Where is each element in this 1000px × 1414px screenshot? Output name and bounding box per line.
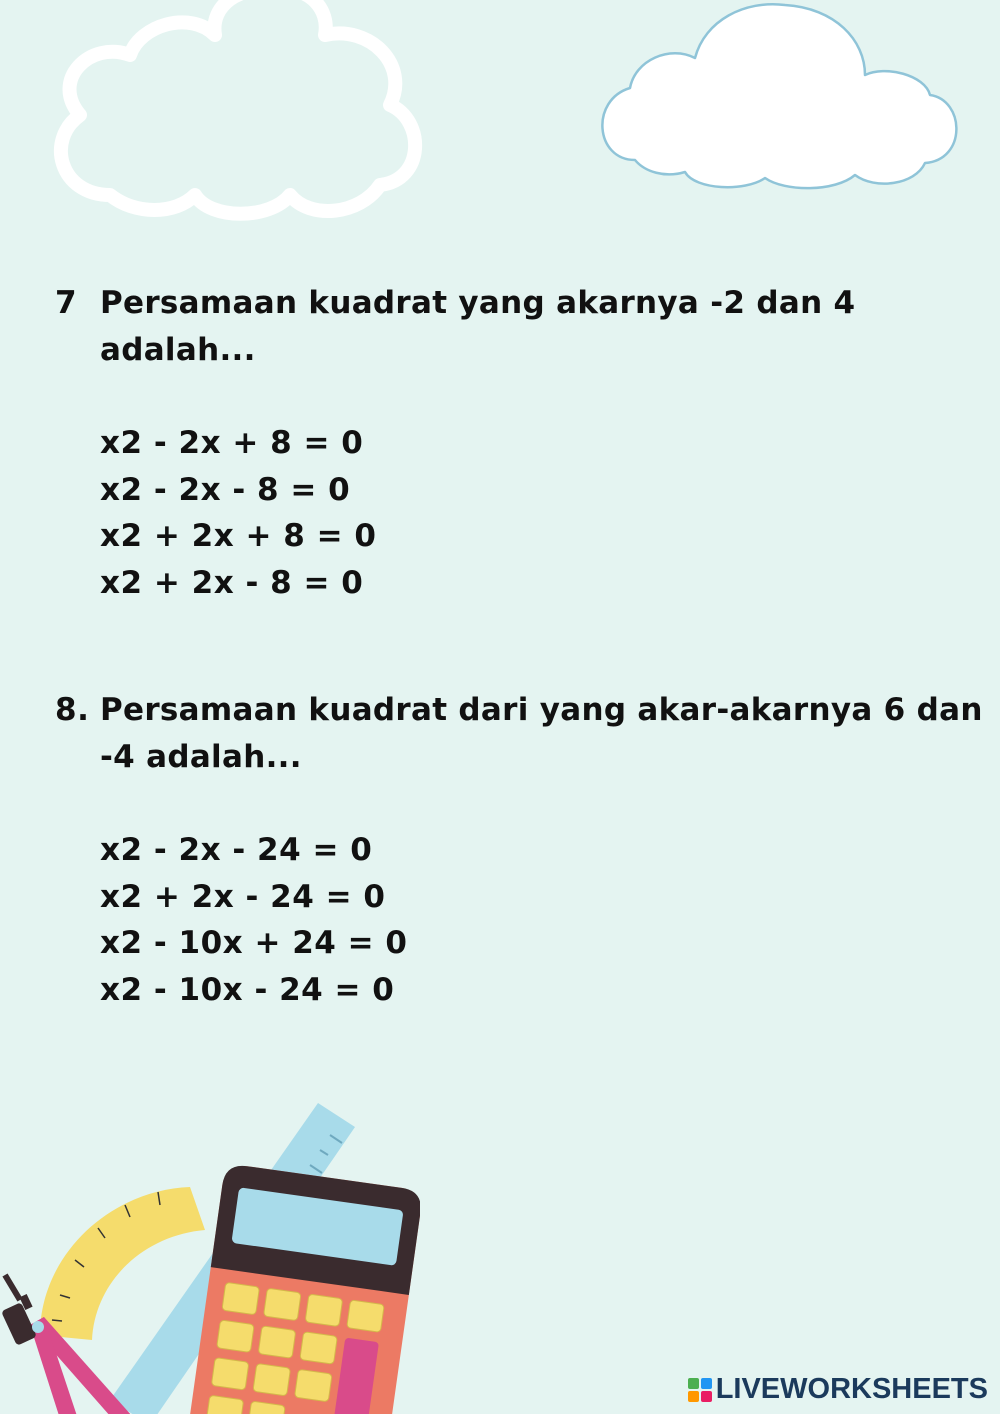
- cloud-right-icon: [595, 0, 965, 195]
- answer-options: [100, 420, 995, 606]
- math-tools-illustration: [0, 1095, 420, 1414]
- answer-option[interactable]: x2 - 2x + 8 = 0: [100, 425, 364, 461]
- answer-option[interactable]: x2 + 2x - 24 = 0: [100, 878, 386, 915]
- answer-options: [100, 827, 995, 1013]
- question-text: Persamaan kuadrat dari yang akar-akarnya 6 dan -4 adalah...: [100, 692, 983, 775]
- answer-option[interactable]: x2 - 10x + 24 = 0: [100, 925, 408, 961]
- question-7: [55, 280, 995, 606]
- answer-option[interactable]: x2 - 10x - 24 = 0: [100, 971, 395, 1008]
- question-8: [55, 687, 995, 1013]
- answer-option[interactable]: x2 - 2x - 8 = 0: [100, 471, 351, 508]
- answer-option[interactable]: x2 + 2x + 8 = 0: [100, 518, 377, 554]
- question-number: 7: [55, 285, 78, 321]
- question-number: 8.: [55, 692, 90, 728]
- liveworksheets-logo-icon: [688, 1378, 712, 1402]
- question-text: Persamaan kuadrat yang akarnya -2 dan 4 adalah...: [100, 285, 856, 368]
- brand-name: LIVEWORKSHEETS: [715, 1373, 988, 1405]
- answer-option[interactable]: x2 - 2x - 24 = 0: [100, 832, 373, 868]
- answer-option[interactable]: x2 + 2x - 8 = 0: [100, 564, 364, 601]
- calculator-icon: [186, 1163, 420, 1414]
- liveworksheets-brand: [688, 1373, 988, 1406]
- cloud-left-icon: [40, 0, 430, 230]
